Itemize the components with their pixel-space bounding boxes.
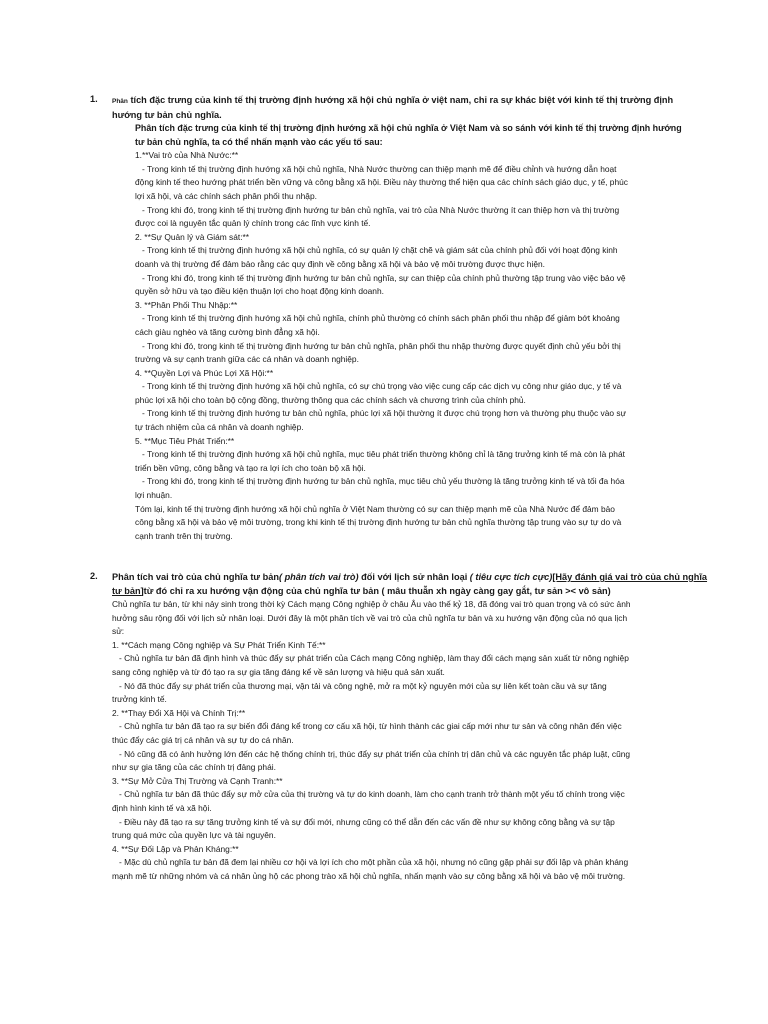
text-line: 4. **Quyền Lợi và Phúc Lợi Xã Hội:** [135,367,274,378]
text-line: trưởng kinh tế. [112,694,167,705]
text-line: - Mặc dù chủ nghĩa tư bản đã đem lại nhiều cơ hội và lợi ích cho một phần của xã hội, nhưng nó cũng gặp phải sự đối lập và phản kháng [112,857,629,868]
text-line: - Trong khi đó, trong kinh tế thị trường định hướng tư bản chủ nghĩa, vai trò của Nhà Nước thường ít can thiệp hơn và thị trường [135,204,620,215]
text-line: 1. **Cách mạng Công nghiệp và Sự Phát Triển Kinh Tế:** [112,639,326,650]
text-line: triển bền vững, công bằng và tạo ra lợi ích cho toàn bộ xã hội. [135,462,366,473]
text-line: Tóm lại, kinh tế thị trường định hướng xã hội chủ nghĩa ở Việt Nam thường có sự can thiệp mạnh mẽ của Nhà Nước để đảm bảo [135,503,615,514]
question-1 [90,94,690,543]
text-line: 2. **Thay Đổi Xã Hội và Chính Trị:** [112,707,246,718]
text-line: cách giàu nghèo và tăng cường bình đẳng xã hội. [135,326,320,337]
text-line: phúc lợi xã hội cho toàn bộ cộng đồng, thường thông qua các chính sách và chương trình của chính phủ. [135,394,526,405]
text-line: trường và sự cạnh tranh giữa các cá nhân và doanh nghiệp. [135,354,359,365]
title-part: tư bản] [112,585,144,596]
title-part: từ đó chỉ ra xu hướng vận động của chủ nghĩa tư bản ( mâu thuẫn xh ngày càng gay gắt, tư sản >< vô sản) [143,585,611,596]
text-line: mạnh mẽ từ những nhóm và cá nhân ủng hộ các phong trào xã hội chủ nghĩa, nhấn mạnh vào sự công bằng xã hội và bảo vệ môi trường. [112,870,626,881]
text-line: - Trong khi đó, trong kinh tế thị trường định hướng tư bản chủ nghĩa, phân phối thu nhập thường được quyết định chủ yếu bởi thị [135,340,621,351]
text-line: như sự gia tăng của các chính trị đảng phái. [112,762,276,773]
text-line: 2. **Sự Quản lý và Giám sát:** [135,231,250,242]
text-line: 5. **Mục Tiêu Phát Triển:** [135,435,235,446]
answer-body [135,122,690,543]
text-line: 3. **Sự Mở Cửa Thị Trường và Cạnh Tranh:** [112,775,283,786]
text-line: - Chủ nghĩa tư bản đã tạo ra sự biến đổi đáng kể trong cơ cấu xã hội, từ hình thành các giai cấp mới như tư sản và công nhân đến việc [112,721,622,732]
text-line: sử: [112,626,125,637]
title-text: tích đặc trưng của kinh tế thị trường định hướng xã hội chủ nghĩa ở việt nam, chỉ ra sự khác biệt với kinh tế thị trường định [127,95,674,105]
intro-line: tư bản chủ nghĩa, ta có thể nhấn mạnh vào các yếu tố sau: [135,136,383,147]
text-line: tự trách nhiệm của cá nhân và doanh nghiệp. [135,422,304,433]
text-line: - Trong khi đó, trong kinh tế thị trường định hướng tư bản chủ nghĩa, sự can thiệp của chính phủ thường tập trung vào việc bảo vệ [135,272,626,283]
text-line: lợi nhuận. [135,490,173,501]
question-number: 1. [90,94,98,104]
title-line: hướng tư bản chủ nghĩa. [112,109,222,120]
text-line: công bằng xã hội và bảo vệ môi trường, trong khi kinh tế thị trường định hướng tư bản chủ nghĩa thường tập trung vào sự tự do và [135,517,622,528]
title-line [112,585,690,599]
text-line: 3. **Phân Phối Thu Nhập:** [135,299,238,310]
text-line: sang công nghiệp và từ đó tạo ra sự gia tăng đáng kể về sản lượng và hiệu quả sản xuất. [112,666,445,677]
text-line: 1.**Vai trò của Nhà Nước:** [135,150,239,161]
title-part: ( tiêu cực tích cực) [469,572,553,582]
text-line: Chủ nghĩa tư bản, từ khi nảy sinh trong thời kỳ Cách mạng Công nghiệp ở châu Âu vào thế kỷ 18, đã đóng vai trò quan trọng và có sức ảnh [112,599,631,609]
text-line: - Điều này đã tạo ra sự tăng trưởng kinh tế và sự đổi mới, nhưng cũng có thể dẫn đến các vấn đề như sự không công bằng và sự tập [112,816,615,827]
title-line [112,94,690,109]
title-part: đối với lịch sử nhân loại [358,572,470,582]
text-line: thúc đẩy các giá trị cá nhân và sự tự do cá nhân. [112,734,294,745]
question-title [112,571,708,598]
text-line: - Trong kinh tế thị trường định hướng xã hội chủ nghĩa, mục tiêu phát triển thường không chỉ là tăng trưởng kinh tế mà còn là phát [135,449,625,460]
text-line: định hình kinh tế và xã hội. [112,802,212,813]
text-line: lợi xã hội, và các chính sách phân phối thu nhập. [135,190,317,201]
title-prefix: Phân [112,98,128,105]
title-part: [Hãy đánh giá vai trò của chủ nghĩa [552,572,708,582]
text-line: động kinh tế theo hướng phát triển bền vững và công bằng xã hội. Điều này thường thể hiện qua các chính sách giáo dục, y tế, phúc [135,177,628,188]
text-line: cạnh tranh trên thị trường. [135,530,233,541]
text-line: - Nó đã thúc đẩy sự phát triển của thương mại, vận tải và công nghệ, mở ra một kỷ nguyên mới của sự liên kết toàn cầu và sự tăng [112,680,607,691]
text-line: quyền sở hữu và tạo điều kiện thuận lợi cho hoạt động kinh doanh. [135,286,384,297]
text-line: được coi là nguyên tắc quản lý chính trong các lĩnh vực kinh tế. [135,218,371,229]
title-line [112,571,708,585]
text-line: trung quá mức của quyền lực và tài nguyên. [112,830,276,841]
text-line: - Chủ nghĩa tư bản đã định hình và thúc đẩy sự phát triển của Cách mạng Công nghiệp, làm thay đổi cách mạng sản xuất từ nông nghiệp [112,653,629,664]
text-line: - Trong kinh tế thị trường định hướng xã hội chủ nghĩa, Nhà Nước thường can thiệp mạnh mẽ để điều chỉnh và hướng dẫn hoạt [135,163,617,174]
answer-body [112,598,690,883]
text-line: hưởng sâu rộng đối với lịch sử nhân loại. Dưới đây là một phân tích về vai trò của chủ nghĩa tư bản và xu hướng vận động của nó qua lịch [112,612,628,623]
text-line: - Trong kinh tế thị trường định hướng xã hội chủ nghĩa, có sự chú trọng vào việc cung cấp các dịch vụ công như giáo dục, y tế và [135,381,622,392]
text-line: - Trong khi đó, trong kinh tế thị trường định hướng tư bản chủ nghĩa, mục tiêu chủ yếu thường là tăng trưởng kinh tế và tối đa hóa [135,476,625,487]
text-line: 4. **Sự Đối Lập và Phản Kháng:** [112,843,239,854]
text-line: - Chủ nghĩa tư bản đã thúc đẩy sự mở cửa của thị trường và tự do kinh doanh, làm cho cạnh tranh trở thành một yếu tố chính trong việc [112,789,625,800]
intro-line: Phân tích đặc trưng của kinh tế thị trường định hướng xã hội chủ nghĩa ở Việt Nam và so sánh với kinh tế thị trường định hướng [135,123,682,133]
question-number: 2. [90,571,98,581]
text-line: - Trong kinh tế thị trường định hướng xã hội chủ nghĩa, có sự quản lý chặt chẽ và giám sát của chính phủ đối với hoạt động kinh [135,245,618,256]
question-title [112,94,690,122]
text-line: - Trong kinh tế thị trường định hướng xã hội chủ nghĩa, chính phủ thường có chính sách phân phối thu nhập để giảm bớt khoảng [135,313,620,324]
text-line: doanh và thị trường để đảm bảo rằng các quy định về công bằng xã hội và bảo vệ môi trường được thực hiện. [135,258,545,269]
text-line: - Trong kinh tế thị trường định hướng tư bản chủ nghĩa, phúc lợi xã hội thường ít được chú trọng hơn và thường phụ thuộc vào sự [135,408,627,419]
question-2 [90,571,708,883]
title-part: Phân tích vai trò của chủ nghĩa tư bản [112,572,279,582]
title-part: ( phân tích vai trò) [278,572,359,582]
text-line: - Nó cũng đã có ảnh hưởng lớn đến các hệ thống chính trị, thúc đẩy sự phát triển của chính trị dân chủ và các nguyên tắc pháp luật, cũng [112,748,631,759]
